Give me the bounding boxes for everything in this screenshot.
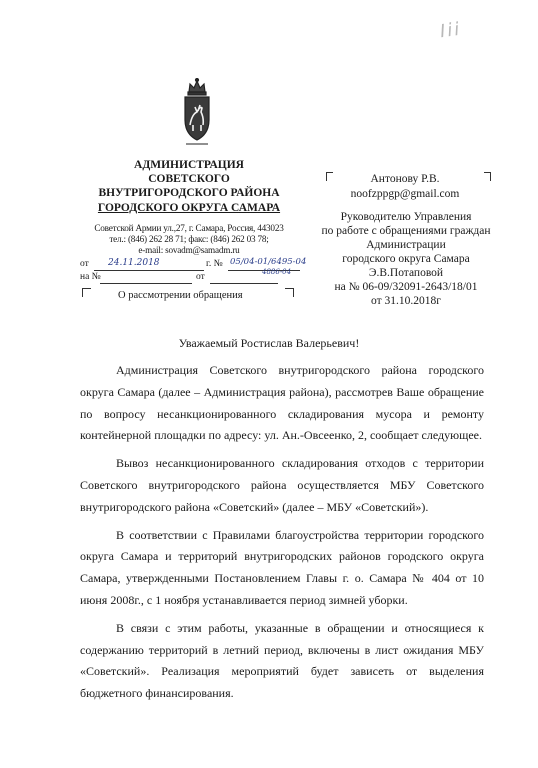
reg-num-handwritten-2: 4886-04 xyxy=(262,268,292,276)
reg-date-line xyxy=(94,270,204,271)
org-address-line-2: тел.: (846) 262 28 71; факс: (846) 262 03 78; xyxy=(109,234,269,244)
reg-date-handwritten: 24.11.2018 xyxy=(108,258,160,268)
subject-bracket-right xyxy=(285,288,294,297)
reg-from-label: от xyxy=(80,259,89,269)
org-address-line-1: Советской Армии ул.,27, г. Самара, Россия, 443023 xyxy=(94,223,284,233)
org-name-line-4 xyxy=(78,201,300,216)
reply-num-line xyxy=(100,283,192,284)
addressee-line-3: Администрации xyxy=(366,239,446,251)
body-paragraph-3: В соответствии с Правилами благоустройства территории городского округа Самара и территорий внутригородских районов городского округа Самара, утвержденными Постановлением Главы г. о. Самара № 404 от 10 июня 2008г., с 1 ноября устанавливается период зимней уборки. xyxy=(80,527,484,607)
addressee-line-5: Э.В.Потаповой xyxy=(368,267,444,279)
reg-num-label: г. № xyxy=(206,259,223,269)
addressee-line-7: от 31.10.2018г xyxy=(371,295,441,307)
body-paragraph-1: Администрация Советского внутригородского района городского округа Самара (далее – Администрация района), рассмотрев Ваше обращение по вопросу несанкционированного складирования мусора и ремонту контейнерной площадки по адресу: ул. Ан.-Овсеенко, 2, сообщает следующее. xyxy=(80,363,484,443)
subject-bracket-left xyxy=(82,288,91,297)
addressee-line-2: по работе с обращениями граждан xyxy=(321,225,491,237)
body-paragraph-4: В связи с этим работы, указанные в обращении и относящиеся к содержанию территорий в летний период, включены в лист ожидания МБУ «Советский». Реализация мероприятий будет зависеть от выделения бюджетного финансирования. xyxy=(80,620,484,701)
org-address-line-3: e-mail: sovadm@samadm.ru xyxy=(138,245,240,255)
org-name-line-3: ВНУТРИГОРОДСКОГО РАЙОНА xyxy=(98,187,280,199)
body-paragraph-2: Вывоз несанкционированного складирования отходов с территории Советского внутригородского района осуществляется МБУ Советского внутригородского района «Советский» (далее – МБУ «Советский»). xyxy=(80,456,484,514)
org-name-line-1: АДМИНИСТРАЦИЯ xyxy=(134,159,244,171)
addressee-line-1: Руководителю Управления xyxy=(340,211,472,223)
salutation: Уважаемый Ростислав Валерьевич! xyxy=(178,336,360,350)
org-name-line-2: СОВЕТСКОГО xyxy=(148,173,230,185)
reply-date-line xyxy=(210,283,278,284)
reg-num-handwritten: 05/04-01/6495-04 xyxy=(230,257,307,267)
addressee-line-6: на № 06-09/32091-2643/18/01 xyxy=(334,281,478,293)
reply-label: на № xyxy=(80,272,101,282)
addressee-email: noofzppgp@gmail.com xyxy=(350,188,460,200)
org-name-line-4-text: ГОРОДСКОГО ОКРУГА САМАРА xyxy=(97,202,281,214)
letter-subject: О рассмотрении обращения xyxy=(118,290,243,301)
samara-emblem-icon xyxy=(176,78,218,148)
addressee-name: Антонову Р.В. xyxy=(370,173,440,185)
margin-handwritten-mark: Iii xyxy=(438,18,463,43)
addressee-line-4: городского округа Самара xyxy=(342,253,470,265)
reply-from-label: от xyxy=(196,272,205,282)
letter-body xyxy=(80,360,484,711)
